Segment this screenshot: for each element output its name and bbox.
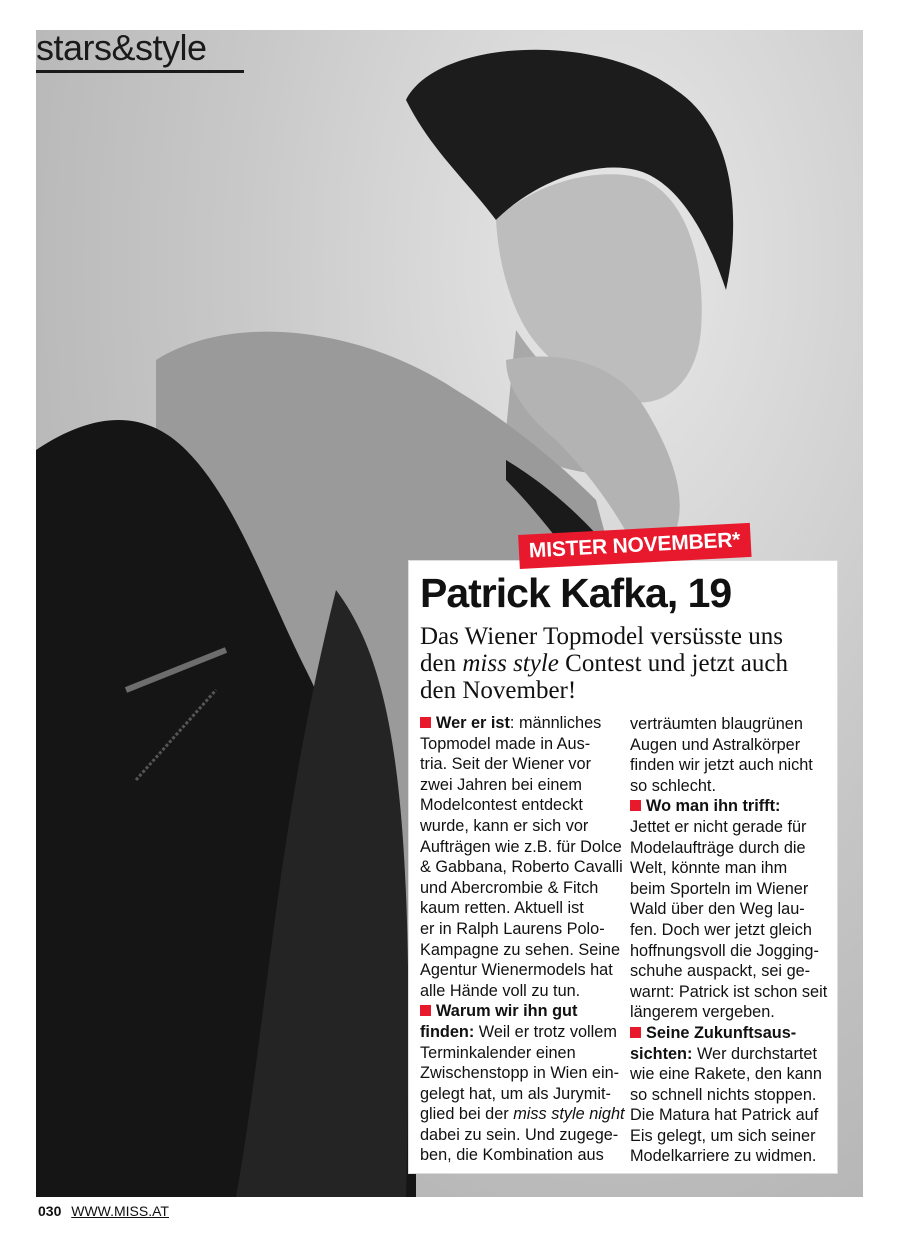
left-text: Modelcontest entdeckt	[420, 796, 583, 815]
subhead-wer-er-ist: Wer er ist	[436, 714, 510, 732]
left-text: ben, die Kombination aus	[420, 1146, 604, 1165]
deck-line-3: den November!	[420, 677, 577, 704]
left-text: Weil er trotz vollem	[474, 1022, 617, 1041]
bullet-square-icon	[420, 717, 431, 728]
left-subhead-2	[420, 1001, 620, 1022]
left-text: tria. Seit der Wiener vor	[420, 755, 592, 774]
left-text-emphasis: miss style night	[513, 1105, 625, 1124]
right-text: hoffnungsvoll die Jogging-	[630, 941, 819, 960]
left-text: Aufträgen wie z.B. für Dolce	[420, 837, 622, 856]
subhead-finden: finden:	[420, 1022, 475, 1041]
right-text: Wer durchstartet	[692, 1044, 818, 1063]
left-text: Terminkalender einen	[420, 1043, 576, 1062]
right-text: wie eine Rakete, den kann	[630, 1065, 822, 1084]
left-text: zwei Jahren bei einem	[420, 775, 582, 794]
article-deck	[420, 623, 830, 704]
left-text: Kampagne zu sehen. Seine	[420, 940, 621, 959]
deck-line-2-emphasis: miss style	[462, 650, 559, 677]
right-text: Jettet er nicht gerade für	[630, 817, 807, 836]
subhead-zukunftsaussichten: Seine Zukunftsaus-	[646, 1023, 797, 1042]
left-text: wurde, kann er sich vor	[420, 816, 589, 835]
body-column-right	[630, 714, 830, 1167]
right-text: verträumten blaugrünen	[630, 715, 803, 733]
left-text: dabei zu sein. Und zugege-	[420, 1125, 619, 1144]
right-text: warnt: Patrick ist schon seit	[630, 982, 828, 1001]
right-text: Eis gelegt, um sich seiner	[630, 1126, 816, 1145]
right-text: Welt, könnte man ihm	[630, 859, 788, 878]
article-headline: Patrick Kafka, 19	[420, 570, 732, 616]
page-number: 030	[38, 1203, 62, 1219]
left-text: Topmodel made in Aus-	[420, 734, 591, 753]
left-text: alle Hände voll zu tun.	[420, 981, 581, 1000]
section-title-underline	[36, 70, 244, 73]
right-text: Die Matura hat Patrick auf	[630, 1106, 819, 1125]
right-text: Modelkarriere zu widmen.	[630, 1147, 817, 1166]
right-text: fen. Doch wer jetzt gleich	[630, 920, 812, 939]
right-text: schuhe auspackt, sei ge-	[630, 962, 811, 981]
subhead-sichten: sichten:	[630, 1044, 693, 1063]
bullet-square-icon	[630, 800, 641, 811]
right-text: so schlecht.	[630, 776, 716, 795]
right-subhead-1	[630, 796, 830, 817]
deck-line-2-post: Contest und jetzt auch	[558, 650, 789, 677]
left-line-20	[420, 1104, 625, 1125]
left-text: Zwischenstopp in Wien ein-	[420, 1064, 620, 1083]
right-text: beim Sporteln im Wiener	[630, 879, 809, 898]
left-text: gelegt hat, um als Jurymit-	[420, 1084, 611, 1103]
right-text: Modelaufträge durch die	[630, 838, 806, 857]
section-title	[36, 27, 207, 68]
right-text: Wald über den Weg lau-	[630, 900, 805, 919]
bullet-square-icon	[630, 1027, 641, 1038]
left-text: und Abercrombie & Fitch	[420, 878, 599, 897]
left-text: er in Ralph Laurens Polo-	[420, 919, 605, 938]
right-text: Augen und Astralkörper	[630, 735, 801, 754]
right-line-17	[630, 1044, 830, 1065]
right-text: finden wir jetzt auch nicht	[630, 756, 813, 775]
right-text: so schnell nichts stoppen.	[630, 1085, 817, 1104]
page-footer	[38, 1203, 169, 1219]
deck-line-2	[420, 650, 830, 677]
left-text: kaum retten. Aktuell ist	[420, 899, 584, 918]
right-subhead-2	[630, 1023, 830, 1044]
section-title-text: stars&style	[36, 27, 207, 68]
body-column-left	[420, 713, 625, 1166]
left-text: Agentur Wienermodels hat	[420, 961, 613, 980]
subhead-warum: Warum wir ihn gut	[436, 1002, 578, 1021]
deck-line-1: Das Wiener Topmodel versüsste uns	[420, 623, 783, 650]
left-line-1	[420, 713, 620, 734]
subhead-wo-man-ihn-trifft: Wo man ihn trifft:	[646, 797, 781, 816]
bullet-square-icon	[420, 1005, 431, 1016]
mister-november-badge: MISTER NOVEMBER*	[518, 523, 751, 569]
website-link[interactable]: WWW.MISS.AT	[71, 1203, 169, 1219]
left-text: glied bei der	[420, 1105, 514, 1124]
left-text: : männliches	[509, 714, 602, 732]
deck-line-2-pre: den	[420, 650, 463, 677]
right-text: längerem vergeben.	[630, 1003, 775, 1022]
left-text: & Gabbana, Roberto Cavalli	[420, 858, 623, 877]
left-line-16	[420, 1022, 620, 1043]
